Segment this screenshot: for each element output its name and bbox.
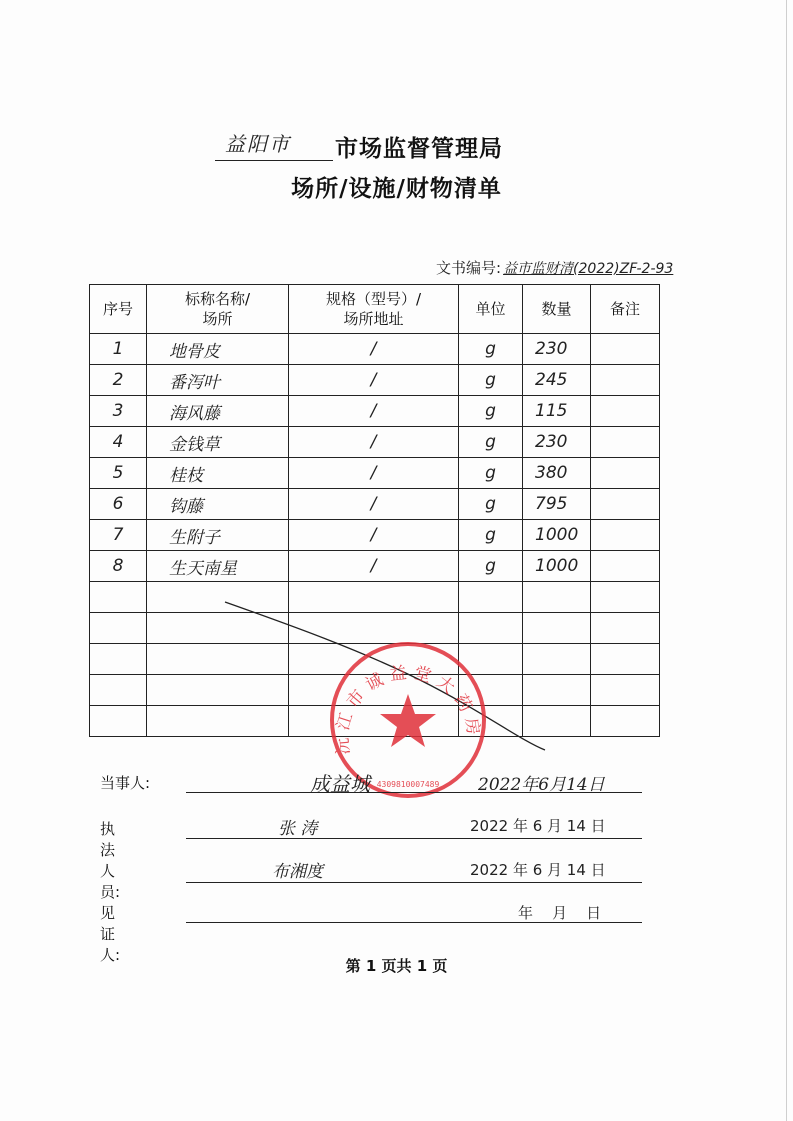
cell-spec: / <box>289 489 459 520</box>
region-handwritten: 益阳市 <box>225 132 291 156</box>
cell-qty: 795 <box>523 489 591 520</box>
officer2-date: 2022 年 6 月 14 日 <box>470 861 606 879</box>
officer1-signature: 张 涛 <box>278 819 318 839</box>
cell-spec: / <box>289 520 459 551</box>
seal-text: 沅江市诚益堂大药房 <box>332 662 484 756</box>
cell-unit: g <box>459 427 523 458</box>
header-qty: 数量 <box>523 285 591 334</box>
party-label: 当事人: <box>100 774 151 792</box>
witness-date: 年 月 日 <box>518 904 602 922</box>
cell-unit: g <box>459 396 523 427</box>
cell-qty: 245 <box>523 365 591 396</box>
party-date: 2022年6月14日 <box>478 775 605 795</box>
document-title: 场所/设施/财物清单 <box>291 175 502 202</box>
cell-name: 钩藤 <box>147 489 289 520</box>
header-remark: 备注 <box>591 285 660 334</box>
cell-name: 生附子 <box>147 520 289 551</box>
cell-unit: g <box>459 489 523 520</box>
cell-qty: 380 <box>523 458 591 489</box>
cell-qty: 115 <box>523 396 591 427</box>
cell-name: 番泻叶 <box>147 365 289 396</box>
cell-seq: 2 <box>90 365 147 396</box>
doc-number-value: 益市监财清(2022)ZF-2-93 <box>503 261 674 277</box>
cell-unit: g <box>459 334 523 365</box>
cell-seq: 1 <box>90 334 147 365</box>
page-number: 第 1 页共 1 页 <box>345 957 448 975</box>
cell-qty: 1000 <box>523 520 591 551</box>
cell-qty: 230 <box>523 427 591 458</box>
witness-label: 见证人: <box>100 904 121 964</box>
cell-seq: 8 <box>90 551 147 582</box>
cell-seq: 6 <box>90 489 147 520</box>
officer-label: 执法人员: <box>100 820 121 901</box>
cell-seq: 5 <box>90 458 147 489</box>
doc-number-label: 文书编号: <box>436 259 502 277</box>
cell-unit: g <box>459 458 523 489</box>
cell-name: 生天南星 <box>147 551 289 582</box>
seal-star-icon <box>380 694 436 747</box>
cell-name: 地骨皮 <box>147 334 289 365</box>
cell-name: 金钱草 <box>147 427 289 458</box>
officer1-line <box>186 838 642 839</box>
cell-seq: 3 <box>90 396 147 427</box>
header-seq: 序号 <box>90 285 147 334</box>
party-signature: 成益城 <box>310 772 370 796</box>
cell-name: 海风藤 <box>147 396 289 427</box>
officer1-date: 2022 年 6 月 14 日 <box>470 817 606 835</box>
cell-seq: 4 <box>90 427 147 458</box>
cell-spec: / <box>289 458 459 489</box>
org-name: 市场监督管理局 <box>335 135 503 162</box>
cell-qty: 1000 <box>523 551 591 582</box>
cell-unit: g <box>459 520 523 551</box>
header-spec-text: 规格（型号）/ 场所地址 <box>325 290 422 328</box>
header-unit: 单位 <box>459 285 523 334</box>
cell-unit: g <box>459 551 523 582</box>
cell-spec: / <box>289 365 459 396</box>
cell-spec: / <box>289 334 459 365</box>
cell-spec: / <box>289 551 459 582</box>
officer2-signature: 布湘度 <box>272 862 323 882</box>
header-name-text: 标称名称/ 场所 <box>184 290 251 328</box>
cell-name: 桂枝 <box>147 458 289 489</box>
seal-number: 4309810007489 <box>376 780 440 789</box>
cell-unit: g <box>459 365 523 396</box>
cell-seq: 7 <box>90 520 147 551</box>
cell-spec: / <box>289 396 459 427</box>
cell-qty: 230 <box>523 334 591 365</box>
cell-spec: / <box>289 427 459 458</box>
officer2-line <box>186 882 642 883</box>
